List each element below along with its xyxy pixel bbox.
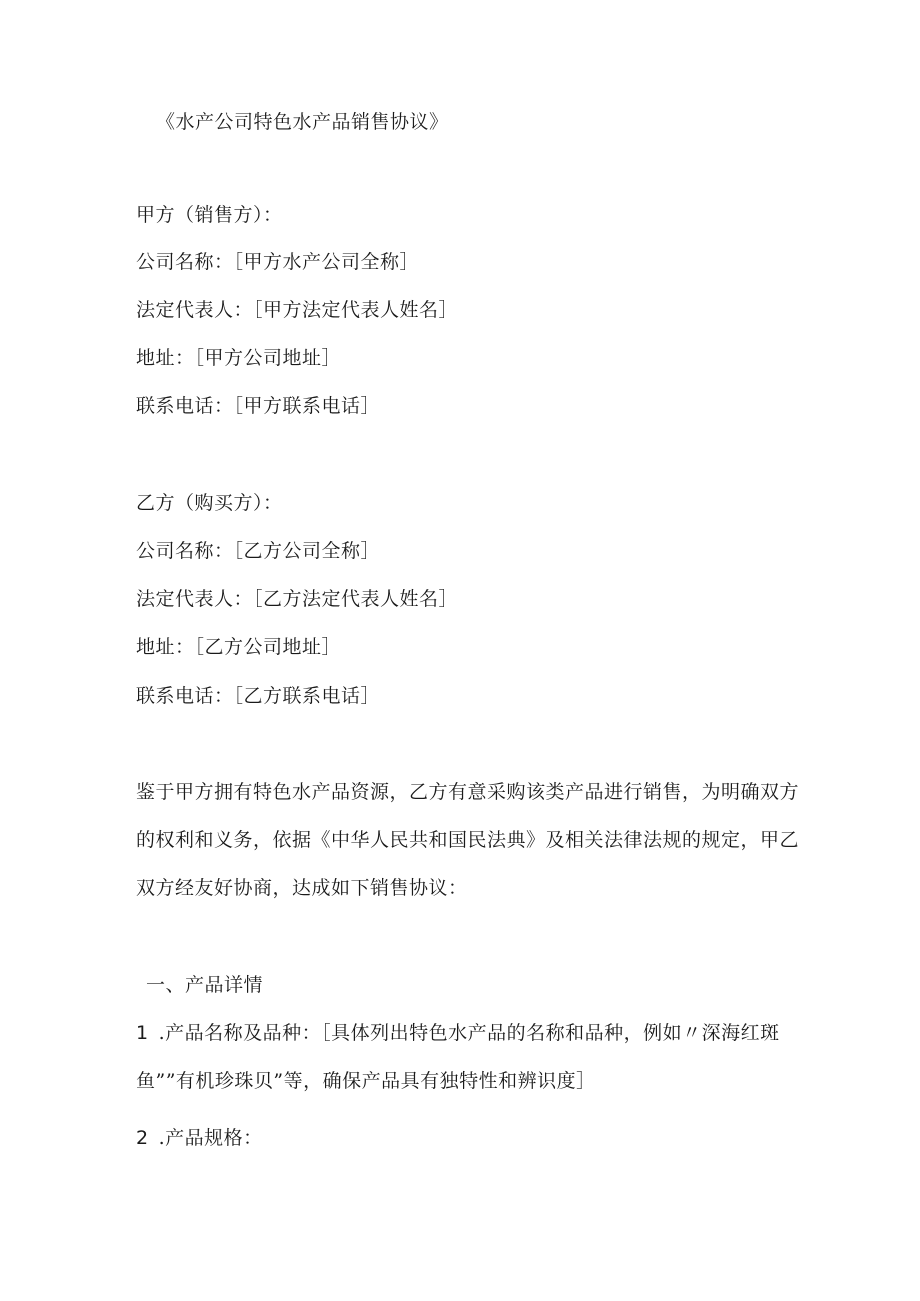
party-b-company: 公司名称：［乙方公司全称］ — [136, 540, 381, 562]
party-a-phone: 联系电话：［甲方联系电话］ — [136, 395, 381, 417]
item-text: .产品规格： — [158, 1127, 263, 1149]
party-b-address: 地址：［乙方公司地址］ — [136, 636, 342, 658]
document-title: 《水产公司特色水产品销售协议》 — [156, 111, 449, 133]
party-a-address: 地址：［甲方公司地址］ — [136, 347, 342, 369]
item-number: 1 — [136, 1022, 149, 1044]
party-b-rep: 法定代表人：［乙方法定代表人姓名］ — [136, 588, 459, 610]
party-b-heading: 乙方（购买方）： — [136, 492, 283, 514]
party-a-heading: 甲方（销售方）： — [136, 204, 283, 226]
preamble-line-3: 双方经友好协商，达成如下销售协议： — [136, 877, 468, 899]
party-a-rep: 法定代表人：［甲方法定代表人姓名］ — [136, 299, 459, 321]
section-1-item-1 — [136, 1021, 780, 1045]
section-1-item-1-cont: 鱼””有机珍珠贝”等，确保产品具有独特性和辨识度］ — [136, 1070, 596, 1092]
item-number: 2 — [136, 1127, 149, 1149]
preamble-line-1: 鉴于甲方拥有特色水产品资源，乙方有意采购该类产品进行销售，为明确双方 — [136, 781, 800, 803]
item-text: .产品名称及品种：［具体列出特色水产品的名称和品种，例如〃深海红斑 — [158, 1022, 780, 1044]
section-1-heading: 一、产品详情 — [146, 974, 264, 996]
party-a-company: 公司名称：［甲方水产公司全称］ — [136, 251, 420, 273]
section-1-item-2 — [136, 1126, 263, 1150]
preamble-line-2: 的权利和义务，依据《中华人民共和国民法典》及相关法律法规的规定，甲乙 — [136, 829, 800, 851]
party-b-phone: 联系电话：［乙方联系电话］ — [136, 685, 381, 707]
